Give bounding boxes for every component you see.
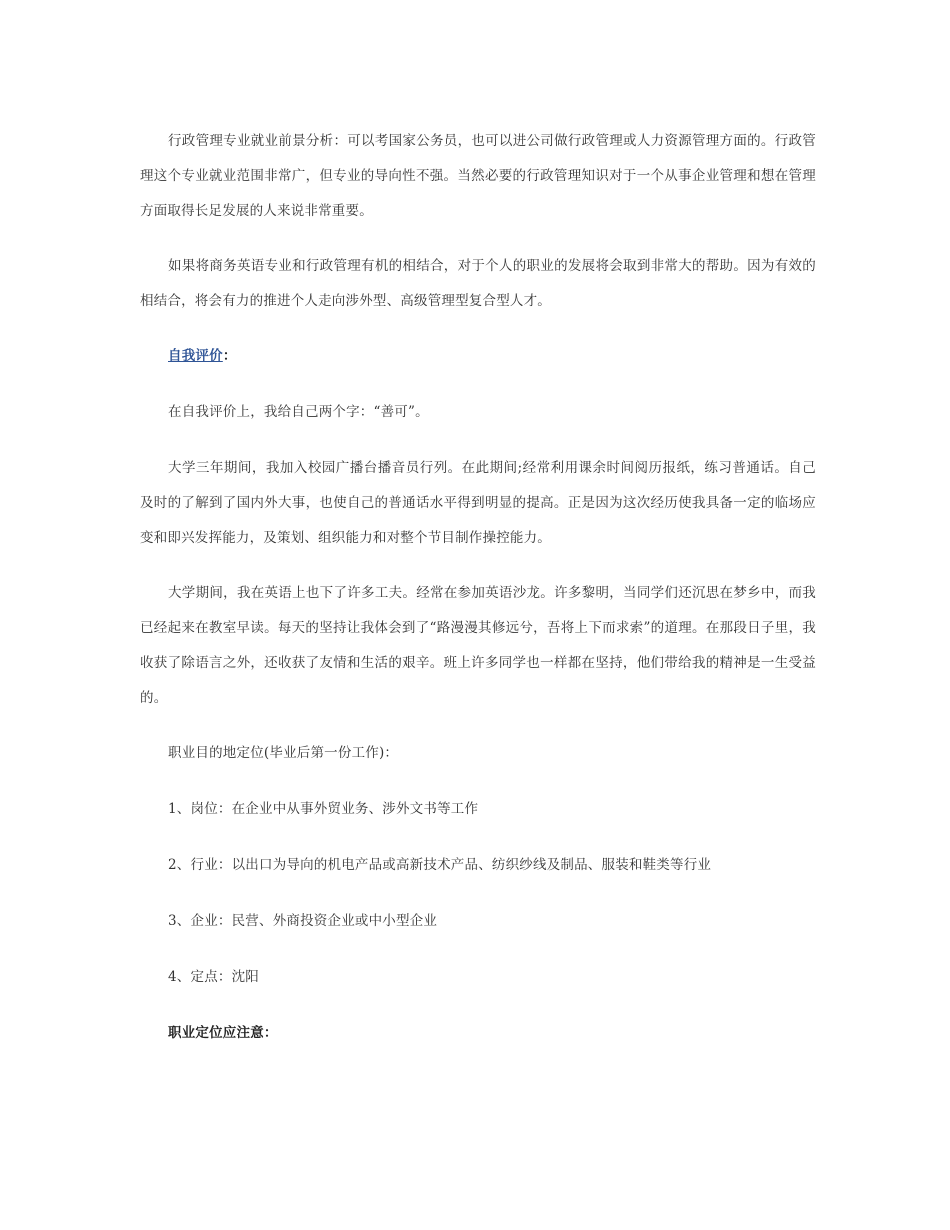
paragraph-self-evaluation: 在自我评价上，我给自己两个字：“善可”。 [168, 404, 429, 420]
list-item-enterprise: 3、企业：民营、外商投资企业或中小型企业 [168, 913, 438, 929]
list-item-industry: 2、行业：以出口为导向的机电产品或高新技术产品、纺织纱线及制品、服装和鞋类等行业 [168, 857, 712, 873]
paragraph-broadcasting: 大学三年期间，我加入校园广播台播音员行列。在此期间;经常利用课余时间阅历报纸，练习普通话。自己及时的了解到了国内外大事，也使自己的普通话水平得到明显的提高。正是因为这次经历使我具备一定的临场应变和即兴发挥能力，及策划、组织能力和对整个节目制作操控能力。 [140, 460, 816, 546]
list-item-position: 1、岗位：在企业中从事外贸业务、涉外文书等工作 [168, 801, 479, 817]
paragraph-career-target: 职业目的地定位(毕业后第一份工作)： [168, 745, 399, 761]
paragraph-combination: 如果将商务英语专业和行政管理有机的相结合，对于个人的职业的发展将会取到非常大的帮助。因为有效的相结合，将会有力的推进个人走向涉外型、高级管理型复合型人才。 [140, 258, 816, 309]
self-evaluation-heading [140, 339, 816, 374]
document-page [140, 124, 816, 1072]
self-evaluation-colon: ： [222, 348, 237, 364]
self-evaluation-link[interactable]: 自我评价 [168, 348, 223, 364]
heading-career-notes: 职业定位应注意： [168, 1025, 278, 1041]
paragraph-english-study: 大学期间，我在英语上也下了许多工夫。经常在参加英语沙龙。许多黎明，当同学们还沉思在梦乡中，而我已经起来在教室早读。每天的坚持让我体会到了“路漫漫其修远兮，吾将上下而求索”的道理。在那段日子里，我收获了除语言之外，还收获了友情和生活的艰辛。班上许多同学也一样都在坚持，他们带给我的精神是一生受益的。 [140, 585, 816, 706]
list-item-location: 4、定点：沈阳 [168, 969, 259, 985]
paragraph-career-prospects: 行政管理专业就业前景分析：可以考国家公务员，也可以进公司做行政管理或人力资源管理方面的。行政管理这个专业就业范围非常广，但专业的导向性不强。当然必要的行政管理知识对于一个从事企业管理和想在管理方面取得长足发展的人来说非常重要。 [140, 133, 816, 219]
